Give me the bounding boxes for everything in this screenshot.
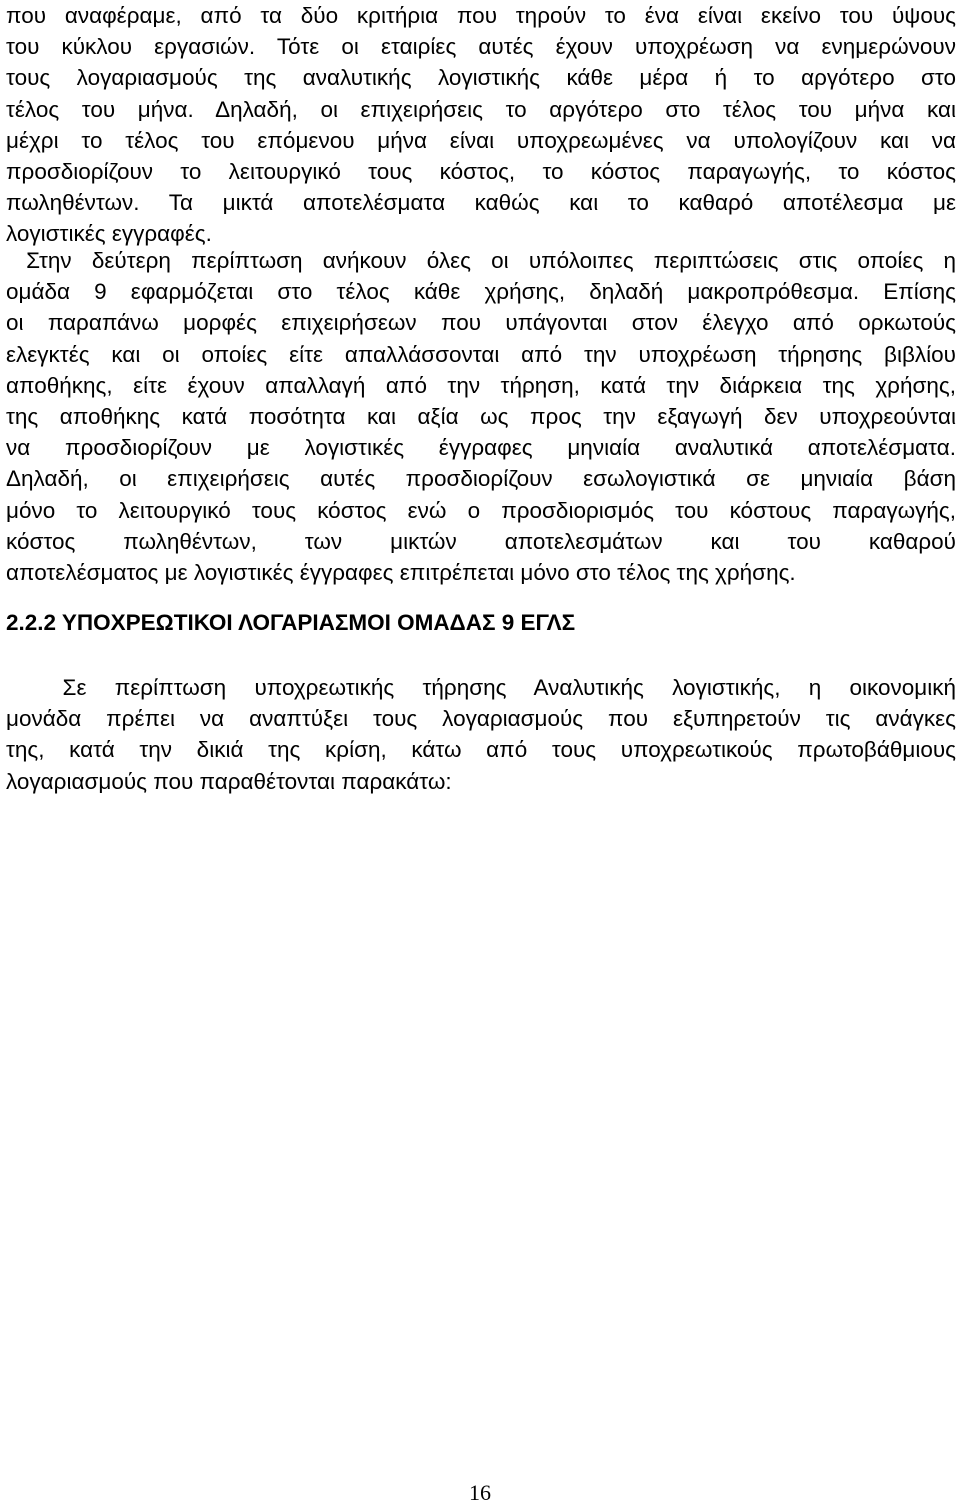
paragraph-second-case [6,245,956,588]
text-line: τέλος του μήνα. Δηλαδή, οι επιχειρήσεις το αργότερο στο τέλος του μήνα και [6,96,956,122]
paragraph-accounts-intro [6,672,956,797]
text-line: Σε περίπτωση υποχρεωτικής τήρησης Αναλυτικής λογιστικής, η οικονομική [6,675,956,700]
text-line: πωληθέντων. Τα μικτά αποτελέσματα καθώς και το καθαρό αποτέλεσμα με [6,190,956,216]
text-line: μόνο το λειτουργικό τους κόστος ενώ ο προσδιορισμός του κόστους παραγωγής, [6,497,956,523]
text-line: λογιστικές εγγραφές. [6,221,212,247]
paragraph-continuation [6,0,956,250]
text-line: της αποθήκης κατά ποσότητα και αξία ως προς την εξαγωγή δεν υποχρεούνται [6,403,956,429]
text-line: της, κατά την δικιά της κρίση, κάτω από τους υποχρεωτικούς πρωτοβάθμιους [6,737,956,763]
text-line: Δηλαδή, οι επιχειρήσεις αυτές προσδιορίζουν εσωλογιστικά σε μηνιαία βάση [6,466,956,492]
text-line: οι παραπάνω μορφές επιχειρήσεων που υπάγονται στον έλεγχο από ορκωτούς [6,310,956,336]
text-line: προσδιορίζουν το λειτουργικό τους κόστος, το κόστος παραγωγής, το κόστος [6,158,956,184]
text-line: μέχρι το τέλος του επόμενου μήνα είναι υποχρεωμένες να υπολογίζουν και να [6,127,956,153]
text-line: ομάδα 9 εφαρμόζεται στο τέλος κάθε χρήσης, δηλαδή μακροπρόθεσμα. Επίσης [6,279,956,305]
text-line: Στην δεύτερη περίπτωση ανήκουν όλες οι υπόλοιπες περιπτώσεις στις οποίες η [6,248,956,273]
text-line: λογαριασμούς που παραθέτονται παρακάτω: [6,768,452,794]
text-line: μονάδα πρέπει να αναπτύξει τους λογαριασμούς που εξυπηρετούν τις ανάγκες [6,706,956,732]
page-number: 16 [469,1480,491,1505]
text-line: να προσδιορίζουν με λογιστικές έγγραφες μηνιαία αναλυτικά αποτελέσματα. [6,435,956,461]
text-line: αποθήκης, είτε έχουν απαλλαγή από την τήρηση, κατά την διάρκεια της χρήσης, [6,372,956,398]
text-line: κόστος πωληθέντων, των μικτών αποτελεσμάτων και του καθαρού [6,528,956,554]
text-line: που αναφέραμε, από τα δύο κριτήρια που τηρούν το ένα είναι εκείνο του ύψους [6,3,956,28]
text-line: του κύκλου εργασιών. Τότε οι εταιρίες αυτές έχουν υποχρέωση να ενημερώνουν [6,34,956,60]
text-line: τους λογαριασμούς της αναλυτικής λογιστικής κάθε μέρα ή το αργότερο στο [6,65,956,91]
section-heading: 2.2.2 ΥΠΟΧΡΕΩΤΙΚΟΙ ΛΟΓΑΡΙΑΣΜΟΙ ΟΜΑΔΑΣ 9 ΕΓΛΣ [6,610,576,635]
text-line: αποτελέσματος με λογιστικές έγγραφες επιτρέπεται μόνο στο τέλος της χρήσης. [6,559,796,585]
text-line: ελεγκτές και οι οποίες είτε απαλλάσσονται από την υποχρέωση τήρησης βιβλίου [6,341,956,367]
